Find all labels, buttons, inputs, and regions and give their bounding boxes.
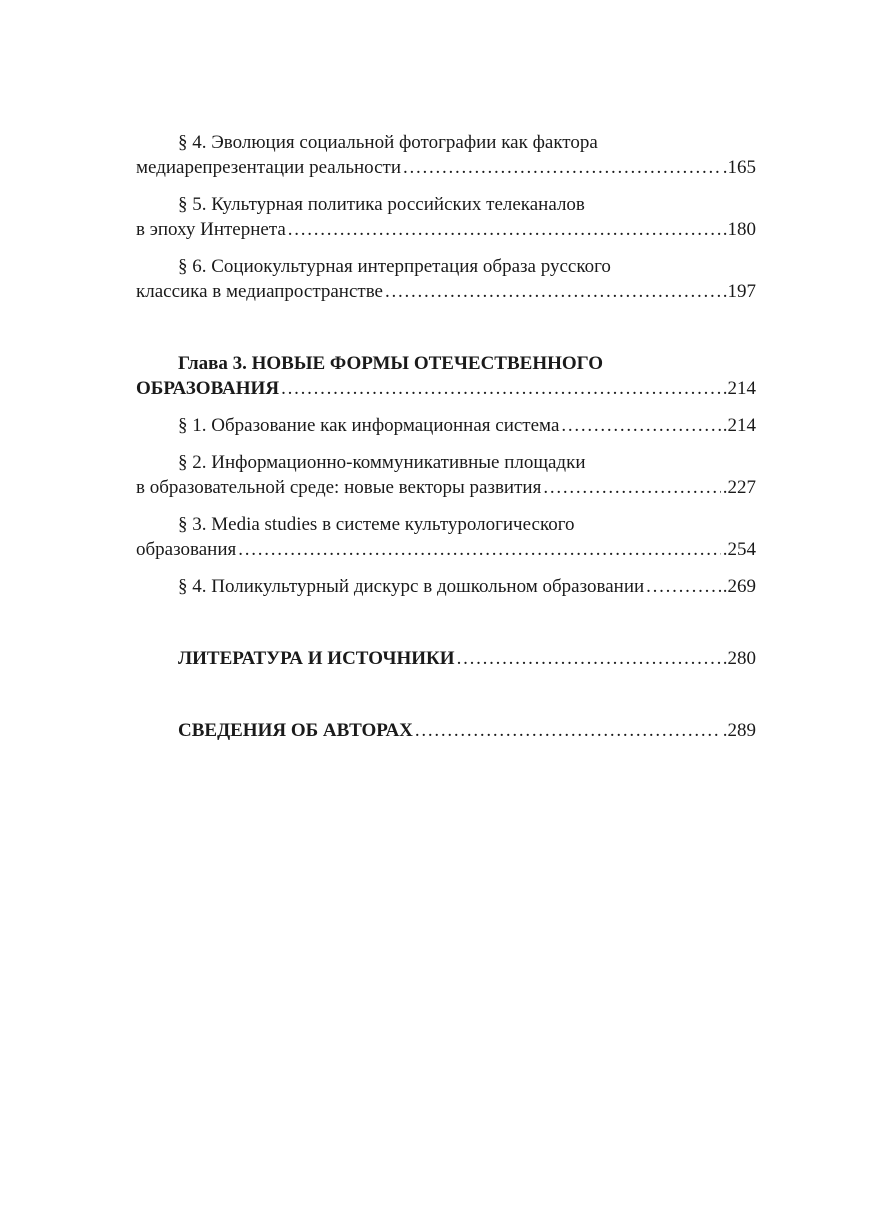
page-number: .214	[722, 378, 756, 399]
dot-leader	[457, 646, 721, 671]
dot-leader	[403, 155, 721, 180]
page-number: .227	[722, 477, 756, 498]
page-number: .269	[722, 576, 756, 597]
toc-entry-title-cont: в образовательной среде: новые векторы развития	[136, 477, 542, 498]
dot-leader	[281, 376, 721, 401]
toc-entry-ch3-s3	[136, 512, 756, 562]
dot-leader	[646, 574, 721, 599]
toc-entry-title-cont: классика в медиапространстве	[136, 281, 383, 302]
authors-title: СВЕДЕНИЯ ОБ АВТОРАХ	[178, 720, 413, 741]
toc-entry-title-cont: в эпоху Интернета	[136, 219, 286, 240]
page-number: .214	[722, 415, 756, 436]
toc-authors	[136, 718, 756, 743]
table-of-contents	[136, 130, 756, 743]
toc-entry-ch3-s2	[136, 450, 756, 500]
dot-leader	[561, 413, 720, 438]
toc-entry-ch3-s4	[136, 574, 756, 599]
toc-entry-ch3-s1	[136, 413, 756, 438]
toc-entry-title: § 2. Информационно-коммуникативные площадки	[178, 452, 586, 473]
toc-entry-title: § 1. Образование как информационная система	[178, 415, 560, 436]
toc-entry-title: § 4. Эволюция социальной фотографии как фактора	[178, 132, 598, 153]
chapter-title: Глава 3. НОВЫЕ ФОРМЫ ОТЕЧЕСТВЕННОГО	[178, 353, 604, 374]
toc-entry-title-cont: медиарепрезентации реальности	[136, 157, 402, 178]
toc-chapter-3	[136, 351, 756, 401]
toc-entry-title: § 5. Культурная политика российских телеканалов	[178, 194, 585, 215]
page-number: .180	[722, 219, 756, 240]
dot-leader	[543, 475, 720, 500]
dot-leader	[385, 279, 721, 304]
literature-title: ЛИТЕРАТУРА И ИСТОЧНИКИ	[178, 648, 455, 669]
toc-entry-ch2-s5	[136, 192, 756, 242]
toc-entry-title-cont: образования	[136, 539, 237, 560]
toc-entry-title: § 4. Поликультурный дискурс в дошкольном образовании	[178, 576, 645, 597]
page-number: .165	[722, 157, 756, 178]
toc-entry-ch2-s4	[136, 130, 756, 180]
dot-leader	[238, 537, 721, 562]
page-number: .280	[722, 648, 756, 669]
page-number: .197	[722, 281, 756, 302]
page-number: .254	[722, 539, 756, 560]
dot-leader	[415, 718, 721, 743]
toc-literature	[136, 646, 756, 671]
toc-entry-title: § 3. Media studies в системе культурологического	[178, 514, 575, 535]
dot-leader	[288, 217, 721, 242]
toc-entry-title: § 6. Социокультурная интерпретация образа русского	[178, 256, 611, 277]
toc-entry-ch2-s6	[136, 254, 756, 304]
page-number: .289	[722, 720, 756, 741]
chapter-title-cont: ОБРАЗОВАНИЯ	[136, 378, 280, 399]
